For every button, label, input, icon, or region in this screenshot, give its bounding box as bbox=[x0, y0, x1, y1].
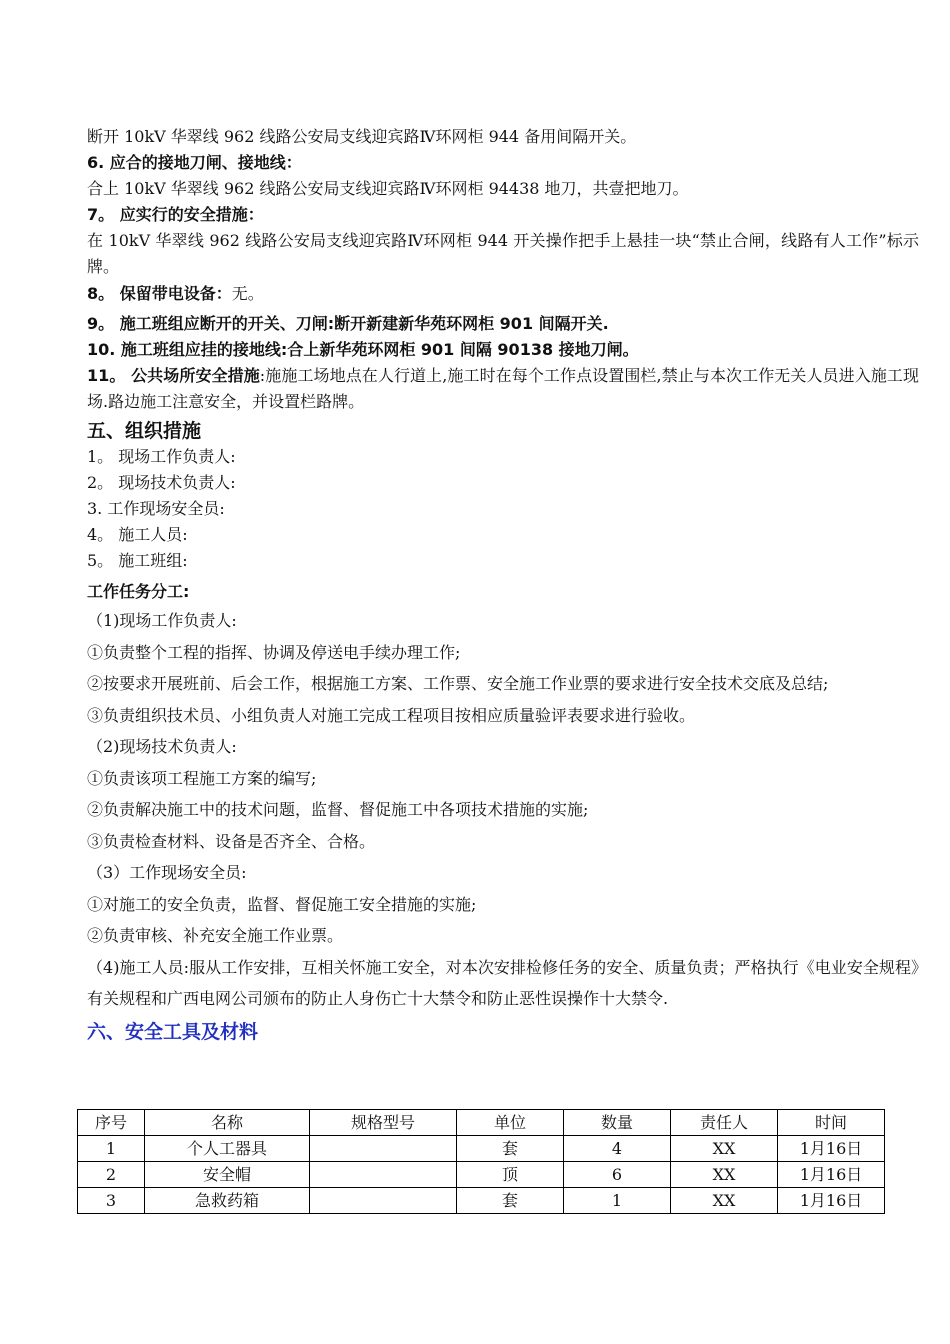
section5-title: 五、组织措施 bbox=[87, 420, 202, 442]
public-safety-text: :施施工场地点在人行道上,施工时在每个工作点设置围栏,禁止与本次工作无关人员进入施工现场.路边施工注意安全，并设置栏路牌。 bbox=[87, 366, 919, 411]
para-grounding: 合上 10kV 华翠线 962 线路公安局支线迎宾路Ⅳ环网柜 94438 地刀，共壹把地刀。 bbox=[87, 179, 689, 198]
task-line: ②按要求开展班前、后会工作，根据施工方案、工作票、安全施工作业票的要求进行安全技术交底及总结; bbox=[87, 674, 829, 693]
table-cell: 1月16日 bbox=[778, 1136, 885, 1162]
header-cell: 时间 bbox=[778, 1110, 885, 1136]
header-cell: 数量 bbox=[564, 1110, 671, 1136]
table-cell: 6 bbox=[564, 1162, 671, 1188]
task-line: ③负责检查材料、设备是否齐全、合格。 bbox=[87, 831, 376, 851]
table-cell bbox=[310, 1162, 457, 1188]
table-row bbox=[78, 1136, 885, 1162]
live-equipment-label: 8。 保留带电设备： bbox=[87, 284, 232, 303]
table-cell: 个人工器具 bbox=[145, 1136, 310, 1162]
table-header-row bbox=[78, 1110, 885, 1136]
task-line: （2)现场技术负责人: bbox=[87, 737, 237, 756]
task-line: ③负责组织技术员、小组负责人对施工完成工程项目按相应质量验评表要求进行验收。 bbox=[87, 705, 696, 725]
org-item: 5。 施工班组: bbox=[87, 551, 188, 570]
task-line: ②负责审核、补充安全施工作业票。 bbox=[87, 926, 344, 945]
task-division-title: 工作任务分工: bbox=[87, 582, 190, 601]
para-safety-measures: 在 10kV 华翠线 962 线路公安局支线迎宾路Ⅳ环网柜 944 开关操作把手上悬挂一块“禁止合闸，线路有人工作”标示牌。 bbox=[87, 231, 919, 276]
org-item: 4。 施工人员: bbox=[87, 525, 188, 544]
table-cell: 急救药箱 bbox=[145, 1188, 310, 1214]
para-public-safety bbox=[87, 363, 919, 415]
org-item: 2。 现场技术负责人: bbox=[87, 473, 236, 492]
task-line: （4)施工人员:服从工作安排，互相关怀施工安全，对本次安排检修任务的安全、质量负责；严格执行《电业安全规程》有关规程和广西电网公司颁布的防止人身伤亡十大禁令和防止恶性误操作十大禁令. bbox=[87, 957, 919, 1008]
table-cell: 4 bbox=[564, 1136, 671, 1162]
table-cell: 1月16日 bbox=[778, 1188, 885, 1214]
para-disconnect-switch: 断开 10kV 华翠线 962 线路公安局支线迎宾路Ⅳ环网柜 944 备用间隔开关。 bbox=[87, 127, 637, 146]
section6-title: 六、安全工具及材料 bbox=[87, 1020, 259, 1043]
table-cell bbox=[310, 1188, 457, 1214]
table-cell: 套 bbox=[457, 1188, 564, 1214]
header-cell: 名称 bbox=[145, 1110, 310, 1136]
org-item: 1。 现场工作负责人: bbox=[87, 447, 236, 466]
tools-table bbox=[77, 1109, 885, 1214]
public-safety-label: 11。 公共场所安全措施 bbox=[87, 366, 260, 385]
table-cell: 顶 bbox=[457, 1162, 564, 1188]
task-line: （3）工作现场安全员: bbox=[87, 863, 247, 882]
table-row bbox=[78, 1162, 885, 1188]
table-cell: 2 bbox=[78, 1162, 145, 1188]
task-line: ①负责整个工程的指挥、协调及停送电手续办理工作; bbox=[87, 642, 461, 662]
task-line: ①对施工的安全负责，监督、督促施工安全措施的实施; bbox=[87, 894, 477, 914]
task-line: （1)现场工作负责人: bbox=[87, 611, 237, 630]
heading-grounding: 6. 应合的接地刀闸、接地线： bbox=[87, 153, 302, 172]
table-cell: XX bbox=[671, 1136, 778, 1162]
task-line: ①负责该项工程施工方案的编写; bbox=[87, 768, 317, 788]
header-cell: 单位 bbox=[457, 1110, 564, 1136]
table-cell bbox=[310, 1136, 457, 1162]
para-crew-switch: 9。 施工班组应断开的开关、刀闸:断开新建新华苑环网柜 901 间隔开关. bbox=[87, 314, 609, 333]
para-crew-grounding: 10. 施工班组应挂的接地线:合上新华苑环网柜 901 间隔 90138 接地刀闸。 bbox=[87, 340, 639, 359]
table-cell: 3 bbox=[78, 1188, 145, 1214]
live-equipment-value: 无。 bbox=[231, 284, 264, 303]
header-cell: 责任人 bbox=[671, 1110, 778, 1136]
table-cell: XX bbox=[671, 1188, 778, 1214]
table-cell: 套 bbox=[457, 1136, 564, 1162]
table-cell: 1月16日 bbox=[778, 1162, 885, 1188]
para-live-equipment bbox=[87, 281, 919, 307]
org-item: 3. 工作现场安全员: bbox=[87, 499, 225, 518]
heading-safety-measures: 7。 应实行的安全措施： bbox=[87, 205, 264, 224]
header-cell: 序号 bbox=[78, 1110, 145, 1136]
table-cell: 1 bbox=[564, 1188, 671, 1214]
table-row bbox=[78, 1188, 885, 1214]
task-line: ②负责解决施工中的技术问题，监督、督促施工中各项技术措施的实施; bbox=[87, 800, 589, 819]
table-cell: XX bbox=[671, 1162, 778, 1188]
table-cell: 1 bbox=[78, 1136, 145, 1162]
table-cell: 安全帽 bbox=[145, 1162, 310, 1188]
document-page bbox=[87, 124, 919, 1045]
header-cell: 规格型号 bbox=[310, 1110, 457, 1136]
